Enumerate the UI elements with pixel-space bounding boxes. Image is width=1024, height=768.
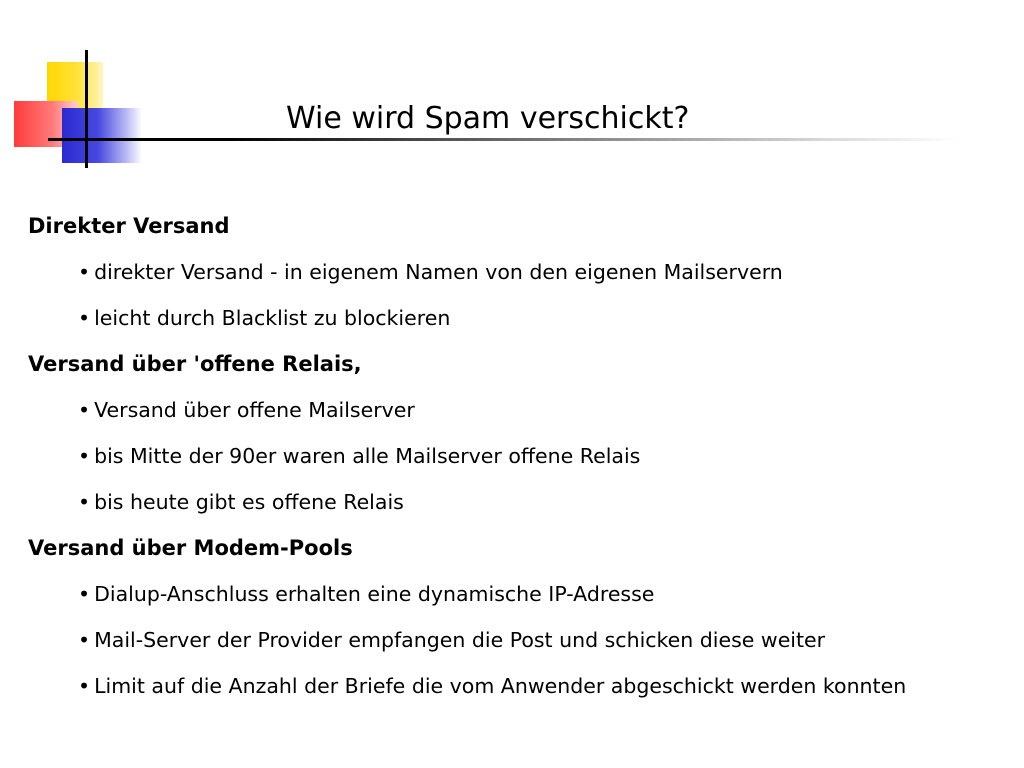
bullet-text: Dialup-Anschluss erhalten eine dynamische IP-Adresse: [94, 582, 655, 606]
bullet-dot-icon: •: [78, 260, 91, 284]
bullet-text: direkter Versand - in eigenem Namen von den eigenen Mailservern: [94, 260, 783, 284]
bullet-item: [78, 625, 1018, 655]
bullet-item: [78, 441, 1018, 471]
bullet-dot-icon: •: [78, 674, 91, 698]
slide-title: Wie wird Spam verschickt?: [286, 101, 690, 136]
bullet-item: [78, 395, 1018, 425]
bullet-item: [78, 487, 1018, 517]
bullet-text: Versand über offene Mailserver: [94, 398, 415, 422]
bullet-item: [78, 579, 1018, 609]
bullet-dot-icon: •: [78, 582, 91, 606]
section-heading: Versand über 'offene Relais,: [28, 352, 362, 376]
bullet-item: [78, 671, 1018, 701]
bullet-dot-icon: •: [78, 306, 91, 330]
section-heading: Direkter Versand: [28, 214, 230, 238]
slide-logo-graphic: [0, 0, 160, 175]
bullet-text: leicht durch Blacklist zu blockieren: [94, 306, 451, 330]
bullet-dot-icon: •: [78, 444, 91, 468]
bullet-item: [78, 257, 1018, 287]
bullet-text: bis Mitte der 90er waren alle Mailserver offene Relais: [94, 444, 641, 468]
title-underline-rule: [48, 138, 960, 141]
section-heading: Versand über Modem-Pools: [28, 536, 353, 560]
bullet-text: Mail-Server der Provider empfangen die Post und schicken diese weiter: [94, 628, 826, 652]
vertical-rule: [85, 50, 88, 168]
bullet-dot-icon: •: [78, 398, 91, 422]
bullet-text: bis heute gibt es offene Relais: [94, 490, 404, 514]
bullet-text: Limit auf die Anzahl der Briefe die vom Anwender abgeschickt werden konnten: [94, 674, 907, 698]
bullet-item: [78, 303, 1018, 333]
slide-content: [28, 211, 1018, 717]
bullet-dot-icon: •: [78, 628, 91, 652]
blue-square: [62, 108, 142, 163]
bullet-dot-icon: •: [78, 490, 91, 514]
